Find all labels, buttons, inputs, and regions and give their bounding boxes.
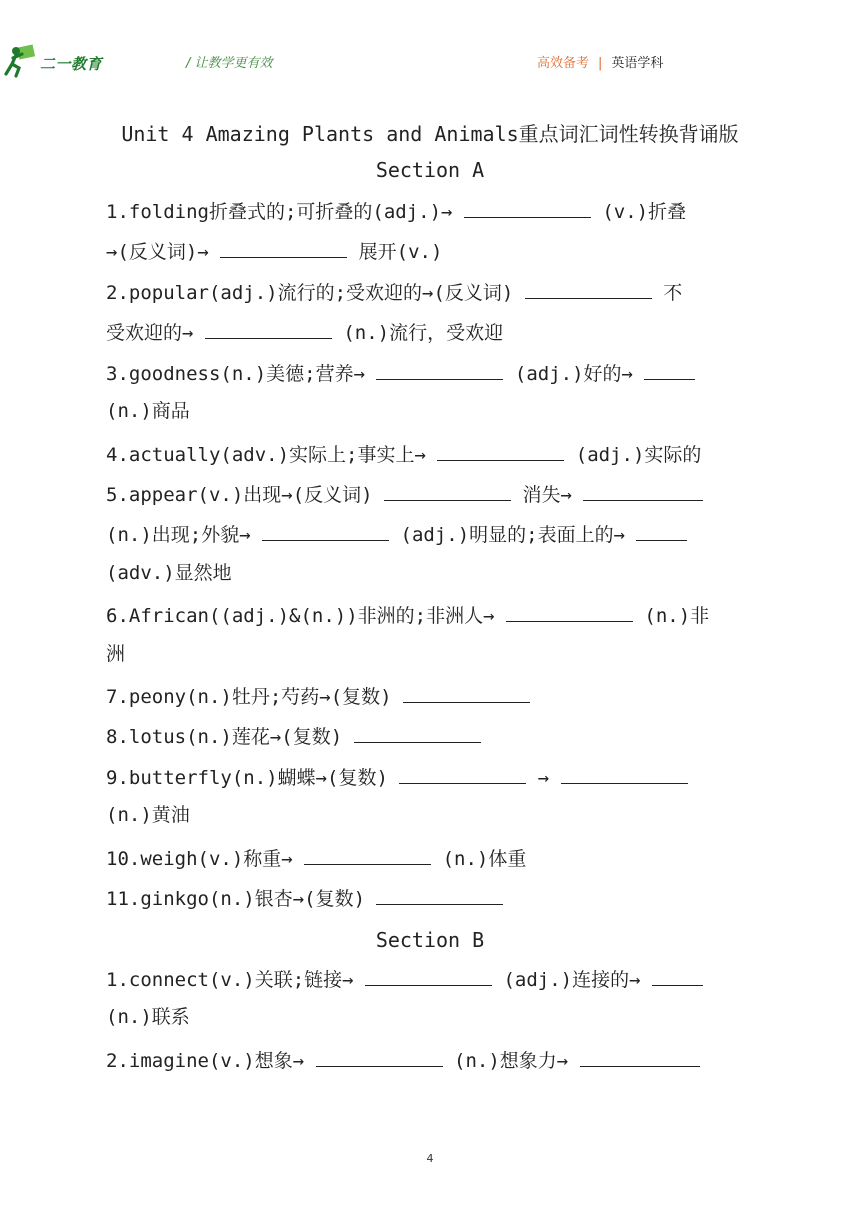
- document-title: Unit 4 Amazing Plants and Animals重点词汇词性转换背诵版: [121, 122, 739, 146]
- header-prep-label: 高效备考: [537, 56, 590, 71]
- item-line: 4.actually(adv.)实际上;事实上→ (adj.)实际的: [106, 444, 702, 466]
- answer-blank[interactable]: [365, 968, 492, 986]
- header-slogan: / 让教学更有效: [186, 56, 273, 71]
- item-line: 洲: [106, 643, 126, 665]
- item-line: 2.popular(adj.)流行的;受欢迎的→(反义词) 不: [106, 282, 683, 304]
- item-line: 10.weigh(v.)称重→ (n.)体重: [106, 848, 527, 870]
- answer-blank[interactable]: [636, 523, 687, 541]
- answer-blank[interactable]: [316, 1049, 443, 1067]
- item-line: 9.butterfly(n.)蝴蝶→(复数) →: [106, 766, 766, 788]
- answer-blank[interactable]: [583, 483, 703, 501]
- answer-blank[interactable]: [399, 766, 526, 784]
- item-line: 5.appear(v.)出现→(反义词) 消失→: [106, 483, 766, 505]
- answer-blank[interactable]: [464, 200, 591, 218]
- item-line: (n.)商品: [106, 400, 190, 422]
- item-line: 3.goodness(n.)美德;营养→ (adj.)好的→: [106, 362, 766, 384]
- answer-blank[interactable]: [580, 1049, 700, 1067]
- item-line: 2.imagine(v.)想象→ (n.)想象力→: [106, 1049, 766, 1071]
- item-line: 1.folding折叠式的;可折叠的(adj.)→ (v.)折叠: [106, 201, 687, 223]
- answer-blank[interactable]: [205, 321, 332, 339]
- answer-blank[interactable]: [437, 443, 564, 461]
- item-line: (n.)出现;外貌→ (adj.)明显的;表面上的→: [106, 523, 766, 545]
- answer-blank[interactable]: [506, 604, 633, 622]
- item-line: (adv.)显然地: [106, 562, 232, 584]
- item-line: 1.connect(v.)关联;链接→ (adj.)连接的→: [106, 968, 766, 990]
- header-subject-label: 英语学科: [611, 56, 664, 71]
- item-line: →(反义词)→ 展开(v.): [106, 241, 443, 263]
- answer-blank[interactable]: [262, 523, 389, 541]
- answer-blank[interactable]: [525, 281, 652, 299]
- answer-blank[interactable]: [220, 240, 347, 258]
- item-line: 6.African((adj.)&(n.))非洲的;非洲人→ (n.)非: [106, 605, 710, 627]
- answer-blank[interactable]: [644, 362, 695, 380]
- answer-blank[interactable]: [354, 725, 481, 743]
- item-line: 受欢迎的→ (n.)流行，受欢迎: [106, 322, 504, 344]
- answer-blank[interactable]: [561, 766, 688, 784]
- header-subject-tag: [537, 52, 663, 71]
- answer-blank[interactable]: [376, 362, 503, 380]
- section-a-heading: Section A: [375, 158, 485, 182]
- item-line: 11.ginkgo(n.)银杏→(复数): [106, 887, 766, 909]
- page-header: [0, 38, 860, 78]
- running-person-logo-icon: [4, 44, 40, 78]
- section-b-heading: Section B: [375, 928, 485, 952]
- item-line: 8.lotus(n.)莲花→(复数): [106, 725, 766, 747]
- answer-blank[interactable]: [304, 847, 431, 865]
- item-line: (n.)黄油: [106, 804, 190, 826]
- answer-blank[interactable]: [403, 685, 530, 703]
- page-number: 4: [426, 1152, 434, 1165]
- item-line: (n.)联系: [106, 1006, 190, 1028]
- item-line: 7.peony(n.)牡丹;芍药→(复数): [106, 685, 766, 707]
- header-separator: |: [598, 56, 603, 71]
- brand-logo-text: 二一教育: [40, 55, 103, 73]
- answer-blank[interactable]: [652, 968, 703, 986]
- answer-blank[interactable]: [376, 887, 503, 905]
- answer-blank[interactable]: [384, 483, 511, 501]
